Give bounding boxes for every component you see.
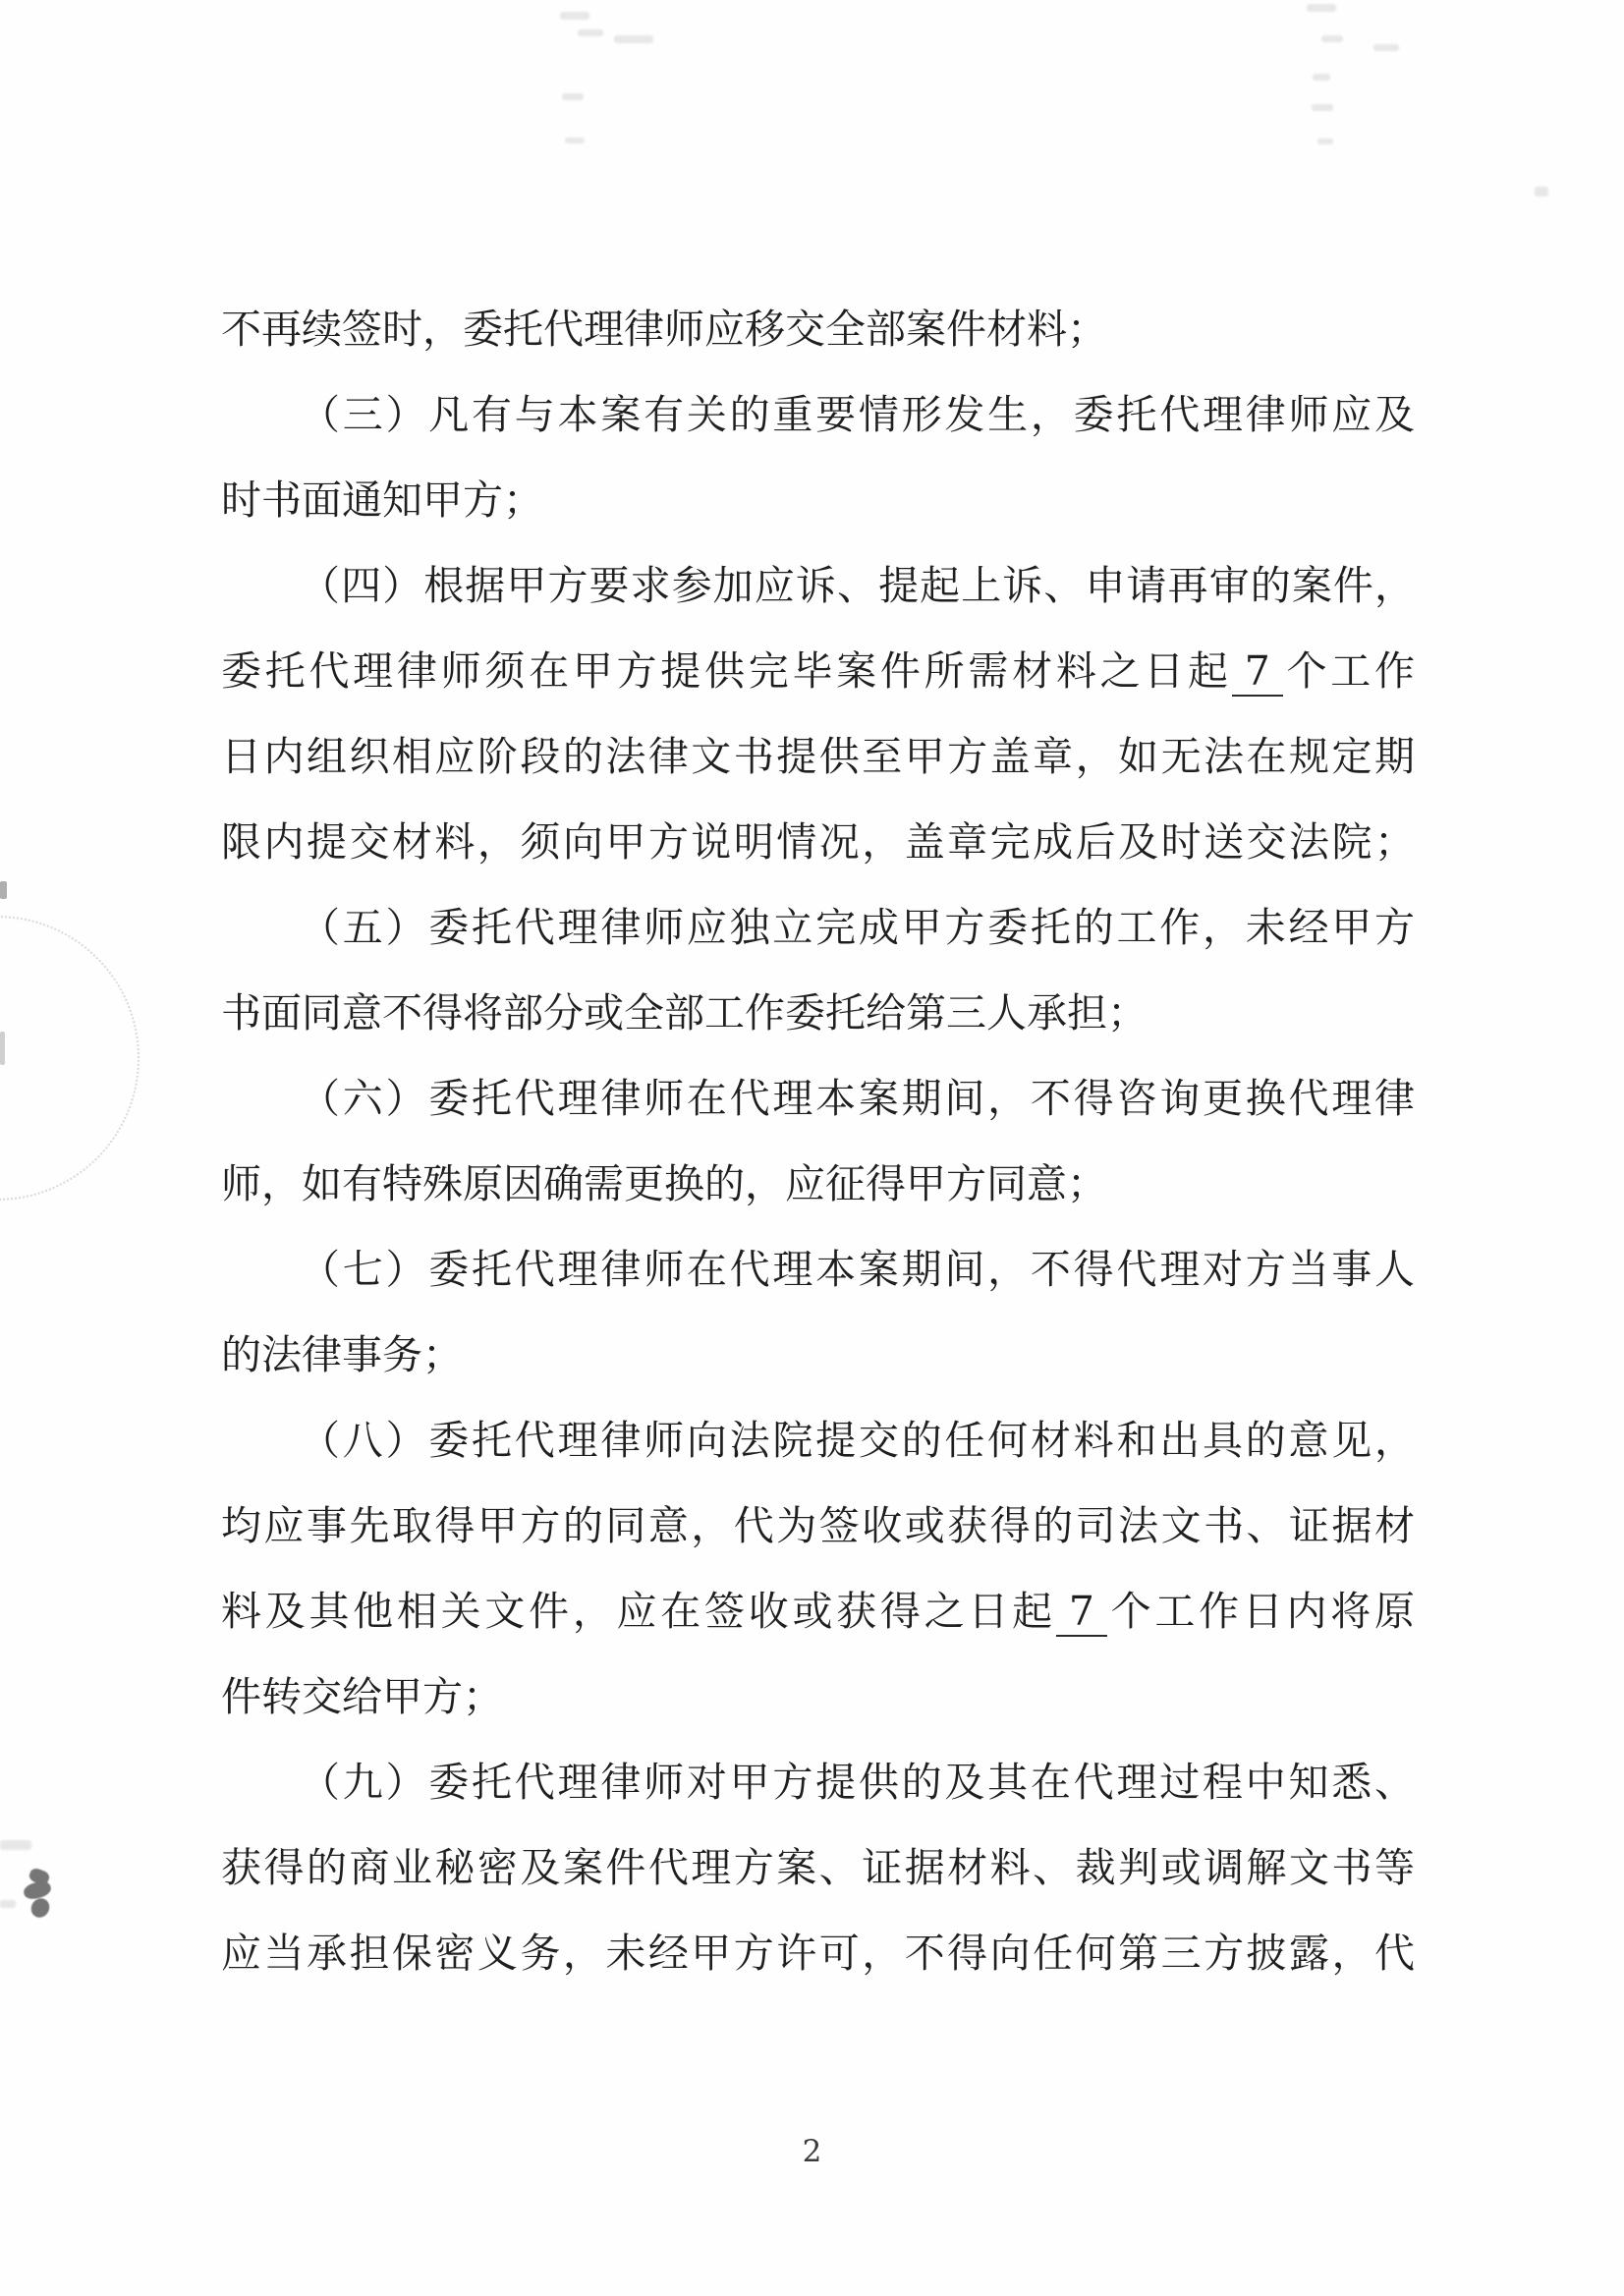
text-line	[221, 971, 1415, 1056]
line-text: 书面同意不得将部分或全部工作委托给第三人承担；	[221, 989, 1148, 1036]
stamp-ghost-circle	[0, 916, 140, 1201]
line-text: （五）委托代理律师应独立完成甲方委托的工作，未经甲方	[300, 904, 1415, 951]
text-line	[221, 1398, 1415, 1484]
scan-artifact	[578, 29, 603, 36]
text-line	[221, 1654, 1415, 1740]
filled-blank: 7	[1056, 1588, 1107, 1637]
scan-artifact	[1321, 35, 1343, 42]
text-line	[221, 1484, 1415, 1569]
line-text: （六）委托代理律师在代理本案期间，不得咨询更换代理律	[300, 1075, 1415, 1122]
edge-mark	[0, 1032, 5, 1065]
text-line	[221, 629, 1415, 714]
text-line	[221, 1911, 1415, 1996]
line-text: 均应事先取得甲方的同意，代为签收或获得的司法文书、证据材	[221, 1502, 1415, 1549]
line-text: 的法律事务；	[221, 1331, 463, 1378]
scan-artifact	[560, 12, 589, 20]
text-line	[221, 287, 1415, 372]
scan-artifact	[1307, 4, 1336, 12]
line-text: 个工作日内将原	[1106, 1588, 1416, 1635]
scan-artifact	[0, 1840, 31, 1850]
line-text: 件转交给甲方；	[221, 1673, 503, 1720]
text-line	[221, 458, 1415, 543]
contract-text-block	[221, 287, 1415, 1996]
filled-blank: 7	[1232, 647, 1283, 697]
line-text: （九）委托代理律师对甲方提供的及其在代理过程中知悉、	[300, 1759, 1415, 1806]
scan-artifact	[1312, 104, 1333, 111]
line-text: 获得的商业秘密及案件代理方案、证据材料、裁判或调解文书等	[221, 1844, 1415, 1891]
text-line	[221, 1569, 1415, 1654]
line-text: （八）委托代理律师向法院提交的任何材料和出具的意见，	[300, 1417, 1415, 1464]
scan-artifact	[1535, 187, 1548, 196]
text-line	[221, 1142, 1415, 1227]
text-line	[221, 714, 1415, 800]
line-text: （四）根据甲方要求参加应诉、提起上诉、申请再审的案件，	[300, 562, 1415, 609]
text-line	[221, 1740, 1415, 1825]
line-text: 日内组织相应阶段的法律文书提供至甲方盖章，如无法在规定期	[221, 733, 1415, 780]
line-text: 不再续签时，委托代理律师应移交全部案件材料；	[221, 306, 1107, 353]
line-text: 应当承担保密义务，未经甲方许可，不得向任何第三方披露，代	[221, 1930, 1415, 1977]
text-line	[221, 1825, 1415, 1911]
edge-mark	[0, 881, 7, 899]
scan-artifact	[1313, 74, 1330, 81]
scan-artifact	[565, 138, 585, 143]
line-text: 个工作	[1282, 647, 1416, 695]
text-line	[221, 1227, 1415, 1313]
ink-scribble	[22, 1870, 57, 1921]
text-line	[221, 1056, 1415, 1142]
line-text: 料及其他相关文件，应在签收或获得之日起	[221, 1588, 1056, 1635]
line-text: 委托代理律师须在甲方提供完毕案件所需材料之日起	[221, 647, 1232, 695]
line-text: 时书面通知甲方；	[221, 476, 543, 524]
text-line	[221, 800, 1415, 885]
line-text: 限内提交材料，须向甲方说明情况，盖章完成后及时送交法院；	[221, 818, 1415, 866]
line-text: 师，如有特殊原因确需更换的，应征得甲方同意；	[221, 1160, 1107, 1207]
scan-artifact	[562, 93, 584, 100]
text-line	[221, 372, 1415, 458]
scan-artifact	[0, 1900, 16, 1908]
line-text: （三）凡有与本案有关的重要情形发生，委托代理律师应及	[300, 391, 1415, 438]
line-text: （七）委托代理律师在代理本案期间，不得代理对方当事人	[300, 1246, 1415, 1293]
scan-artifact	[614, 35, 653, 43]
text-line	[221, 1313, 1415, 1398]
scan-artifact	[1317, 139, 1333, 144]
page-number: 2	[802, 2134, 822, 2169]
text-line	[221, 885, 1415, 971]
text-line	[221, 543, 1415, 629]
scan-artifact	[1373, 44, 1399, 51]
